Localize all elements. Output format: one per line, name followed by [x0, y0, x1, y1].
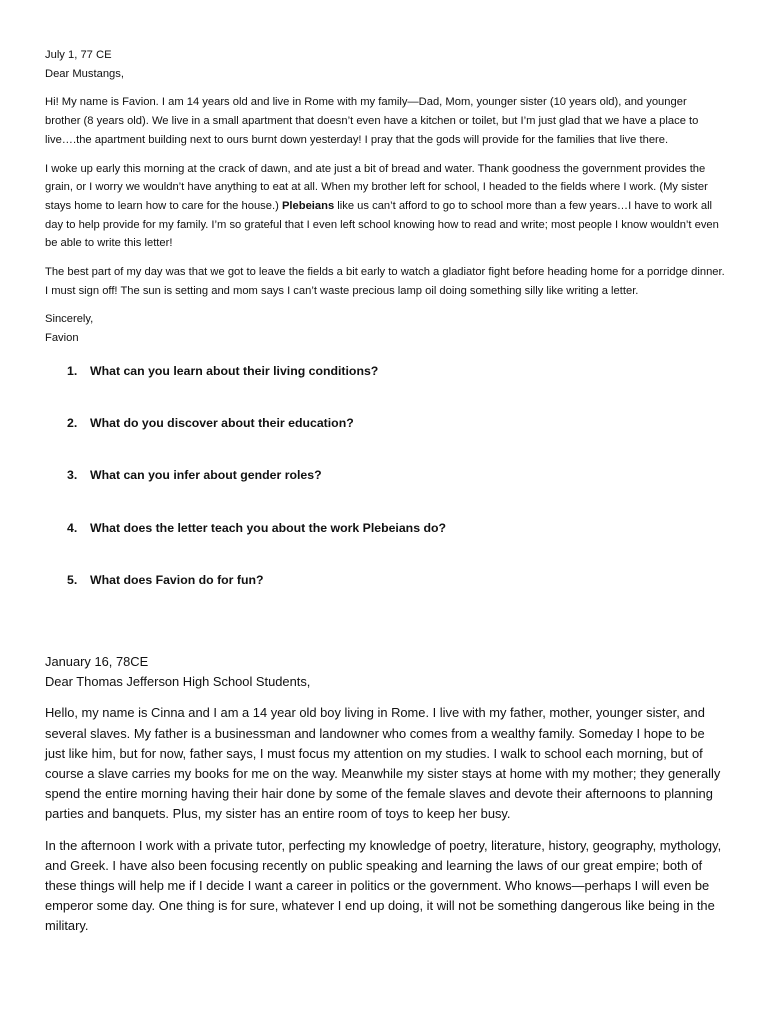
- question-list: [67, 362, 707, 623]
- letter2-paragraph-1: Hello, my name is Cinna and I am a 14 year old boy living in Rome. I live with my father, mother, younger sister, and several slaves. My father is a businessman and landowner who comes from a wealthy family. Someday I hope to be just like him, but for now, father says, I must focus my attention on my studies. I walk to school each morning, but of course a slave carries my books for me on the way. Meanwhile my sister stays at home with my mother; they generally spend the entire morning having their hair done by some of the female slaves and devote their afternoons to planning parties and banquets. Plus, my sister has an entire room of toys to keep her busy.: [45, 705, 721, 822]
- question-text: What can you learn about their living conditions?: [90, 364, 379, 378]
- plebeians-term: Plebeians: [281, 199, 335, 212]
- question-number: 2.: [67, 416, 78, 431]
- letter1-date: July 1, 77 CE: [45, 49, 112, 61]
- letter2-salutation: Dear Thomas Jefferson High School Students,: [45, 674, 311, 690]
- letter1-paragraph-1: Hi! My name is Favion. I am 14 years old and live in Rome with my family—Dad, Mom, younger sister (10 years old), and younger brother (8 years old). We live in a small apartment that doesn’t even have a kitchen or toilet, but I’m just glad that we have a place to live….the apartment building next to ours burnt down yesterday! I pray that the gods will provide for the families that live there.: [45, 96, 699, 146]
- letter1-closing: Sincerely,: [45, 313, 94, 326]
- question-number: 5.: [67, 572, 78, 587]
- letter1-signature: Favion: [45, 332, 79, 345]
- letter1-paragraph-3: The best part of my day was that we got to leave the fields a bit early to watch a gladiator fight before heading home for a porridge dinner. I must sign off! The sun is setting and mom says I can’t waste precious lamp oil doing something silly like writing a letter.: [45, 266, 725, 297]
- letter2-paragraph-2: In the afternoon I work with a private tutor, perfecting my knowledge of poetry, literature, history, geography, mythology, and Greek. I have also been focusing recently on public speaking and learning the laws of our great empire; both of these things will help me if I decide I want a career in politics or the government. Who knows—perhaps I will even be emperor some day. One thing is for sure, whatever I end up doing, it will not be something dangerous like being in the military.: [45, 837, 722, 934]
- question-number: 3.: [67, 468, 78, 483]
- question-text: What do you discover about their education?: [90, 416, 354, 431]
- letter1-para2-start: I woke up early this morning at the crack of dawn, and ate just a bit of bread and water. Thank goodness the government provides the grain, or I worry we wouldn’t have anything to eat at all. When my brother left for school, I headed to the fields where I work. (My sister stays home to learn how to care for the house.): [45, 162, 708, 212]
- question-item: [67, 414, 707, 466]
- letter-favion: [45, 46, 725, 348]
- letter1-para2-end: like us can’t afford to go to school more than a few years…I have to work all day to help provide for my family. I’m so grateful that I even left school knowing how to read and write; most people I know wouldn’t even be able to write this letter!: [45, 199, 719, 250]
- question-item: [67, 362, 707, 414]
- question-item: [67, 571, 707, 623]
- question-text: What can you infer about gender roles?: [90, 468, 322, 483]
- question-item: [67, 466, 707, 518]
- question-number: 1.: [67, 364, 78, 378]
- question-text: What does Favion do for fun?: [90, 572, 264, 587]
- question-text: What does the letter teach you about the work Plebeians do?: [90, 520, 446, 535]
- letter2-date: January 16, 78CE: [45, 654, 149, 669]
- question-item: [67, 519, 707, 571]
- question-number: 4.: [67, 520, 78, 535]
- letter1-salutation: Dear Mustangs,: [45, 67, 124, 80]
- letter-cinna: [45, 652, 725, 937]
- letter1-paragraph-2: [45, 160, 725, 254]
